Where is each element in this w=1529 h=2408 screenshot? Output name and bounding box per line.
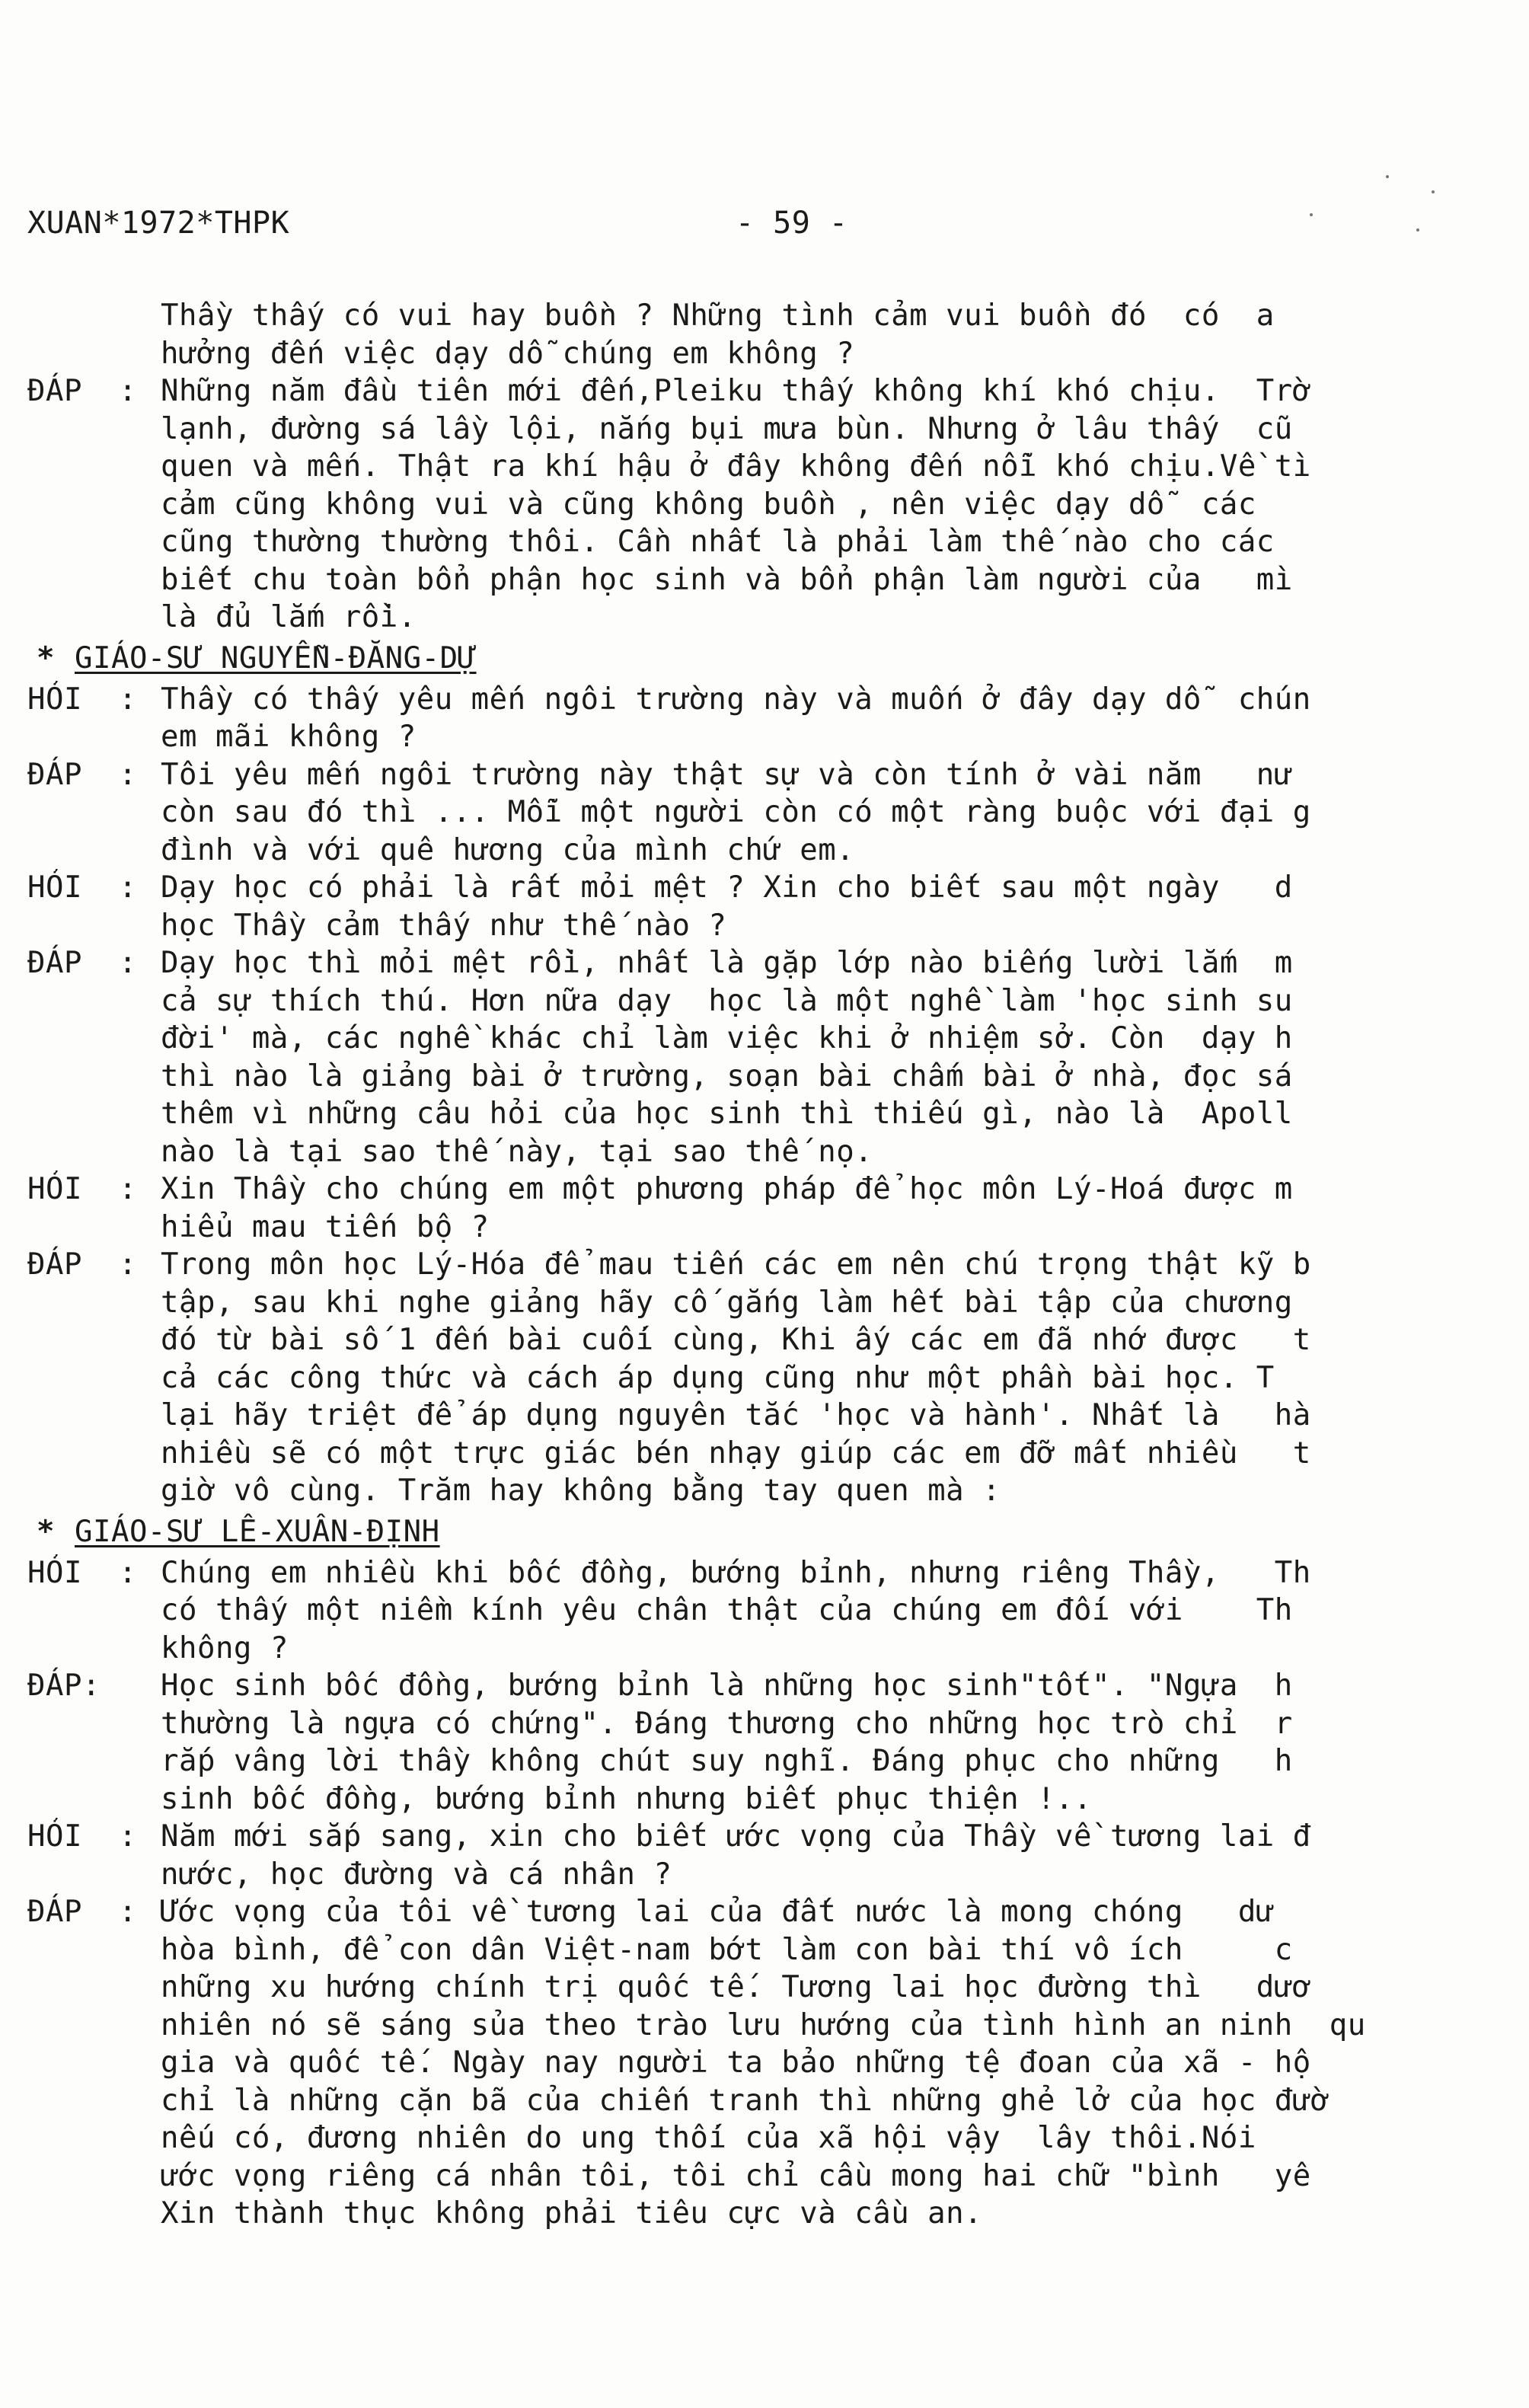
text-line — [27, 1058, 1505, 1096]
line-text: gia và quốc tế. Ngày nay người ta bảo những tệ đoan của xã - hộ — [161, 2046, 1311, 2080]
text-line — [27, 1667, 1505, 1705]
line-text: Trong môn học Lý-Hóa để mau tiến các em nên chú trọng thật kỹ b — [161, 1247, 1311, 1282]
line-text: sinh bốc đồng, bướng bỉnh nhưng biết phục thiện !.. — [161, 1781, 1092, 1816]
line-text: cả các công thức và cách áp dụng cũng như một phần bài học. T — [161, 1360, 1275, 1395]
text-line — [27, 1630, 1505, 1668]
line-text: lại hãy triệt để áp dụng nguyên tắc 'học và hành'. Nhất là hà — [161, 1398, 1311, 1432]
text-line — [27, 2007, 1505, 2045]
line-text: nào là tại sao thế này, tại sao thế nọ. — [161, 1134, 873, 1169]
line-text: Học sinh bốc đồng, bướng bỉnh là những học sinh"tốt". "Ngựa h — [161, 1669, 1293, 1703]
line-text: là đủ lắm rồi. — [161, 600, 417, 634]
speaker-label: ĐÁP : — [27, 946, 137, 980]
line-text: nếu có, đương nhiên do ung thối của xã hội vậy lây thôi.Nói — [161, 2121, 1256, 2155]
teacher-name: GIÁO-SƯ NGUYỄN-ĐĂNG-DỰ — [75, 640, 477, 675]
line-text: nước, học đường và cá nhân ? — [161, 1857, 672, 1892]
text-line — [27, 1435, 1505, 1473]
text-line — [27, 1246, 1505, 1284]
line-text: ước vọng riêng cá nhân tôi, tôi chỉ cầu mong hai chữ "bình yê — [161, 2158, 1311, 2193]
line-text: nhiên nó sẽ sáng sủa theo trào lưu hướng của tình hình an ninh qu — [161, 2007, 1366, 2042]
interview-body — [27, 297, 1505, 2233]
text-line — [27, 681, 1505, 719]
line-text: Dạy học thì mỏi mệt rồi, nhất là gặp lớp nào biếng lười lắm m — [161, 946, 1293, 980]
text-line — [27, 718, 1505, 756]
page-header — [27, 206, 1474, 244]
line-text: Thầy có thấy yêu mến ngôi trường này và muốn ở đây dạy dỗ chún — [161, 682, 1311, 717]
line-text: hưởng đến việc dạy dỗ chúng em không ? — [161, 336, 855, 371]
teacher-name: GIÁO-SƯ LÊ-XUÂN-ĐỊNH — [75, 1514, 440, 1549]
line-text: đó từ bài số 1 đến bài cuối cùng, Khi ấy các em đã nhớ được t — [161, 1323, 1311, 1357]
line-text: Thầy thấy có vui hay buồn ? Những tình cảm vui buồn đó có a — [161, 299, 1275, 333]
line-text: cũng thường thường thôi. Cần nhất là phải làm thế nào cho các — [161, 525, 1275, 559]
text-line — [27, 599, 1505, 637]
line-text: nhiều sẽ có một trực giác bén nhạy giúp các em đỡ mất nhiều t — [161, 1436, 1311, 1471]
text-line — [27, 2157, 1505, 2196]
scan-speck — [1310, 213, 1313, 216]
speaker-label: HỎI : — [27, 682, 137, 717]
text-line — [27, 523, 1505, 561]
line-text: tập, sau khi nghe giảng hãy cố gắng làm hết bài tập của chương — [161, 1285, 1293, 1320]
text-line — [27, 1969, 1505, 2007]
speaker-label: HỎI : — [27, 1172, 137, 1206]
text-line — [27, 1592, 1505, 1630]
text-line — [27, 486, 1505, 524]
line-text: Chúng em nhiều khi bốc đồng, bướng bỉnh, nhưng riêng Thầy, Th — [161, 1555, 1311, 1590]
scan-speck — [1432, 190, 1435, 193]
text-line — [27, 1705, 1505, 1743]
line-text: học Thầy cảm thấy như thế nào ? — [161, 908, 727, 943]
text-line — [27, 372, 1505, 410]
line-text: cả sự thích thú. Hơn nữa dạy học là một nghề làm 'học sinh su — [161, 983, 1293, 1018]
line-text: chỉ là những cặn bã của chiến tranh thì những ghẻ lở của học đườ — [161, 2083, 1329, 2118]
speaker-label: ĐÁP : — [27, 1895, 137, 1929]
text-line — [27, 561, 1505, 599]
text-line — [27, 907, 1505, 945]
line-text: không ? — [161, 1630, 289, 1665]
line-text: có thấy một niềm kính yêu chân thật của chúng em đối với Th — [161, 1593, 1293, 1627]
line-text: Ước vọng của tôi về tương lai của đất nước là mong chóng dư — [161, 1895, 1275, 1929]
text-line — [27, 1095, 1505, 1133]
line-text: còn sau đó thì ... Mỗi một người còn có một ràng buộc với đại g — [161, 795, 1311, 829]
speaker-label: ĐÁP: — [27, 1669, 101, 1703]
text-line — [27, 2195, 1505, 2233]
line-text: những xu hướng chính trị quốc tế. Tương lai học đường thì dươ — [161, 1970, 1311, 2004]
text-line — [27, 832, 1505, 870]
page-number: - 59 - — [736, 206, 848, 241]
text-line — [27, 1133, 1505, 1171]
text-line — [27, 794, 1505, 832]
text-line — [27, 335, 1505, 373]
text-line — [27, 2119, 1505, 2157]
text-line — [27, 982, 1505, 1020]
text-line — [27, 1856, 1505, 1894]
line-text: em mãi không ? — [161, 720, 417, 754]
text-line — [27, 1209, 1505, 1247]
asterisk-icon: * — [37, 1514, 55, 1549]
line-text: Những năm đầu tiên mới đến,Pleiku thấy không khí khó chịu. Trờ — [161, 374, 1311, 408]
speaker-label: HỎI : — [27, 1819, 137, 1854]
text-line — [27, 1170, 1505, 1209]
text-line — [27, 756, 1505, 794]
text-line — [27, 1893, 1505, 1931]
text-line — [27, 448, 1505, 486]
line-text: hòa bình, để con dân Việt-nam bớt làm con bài thí vô ích c — [161, 1932, 1293, 1967]
text-line — [27, 1931, 1505, 1969]
text-line — [27, 410, 1505, 449]
asterisk-icon: * — [37, 640, 55, 675]
line-text: thường là ngựa có chứng". Đáng thương cho những học trò chỉ r — [161, 1706, 1293, 1741]
line-text: thêm vì những câu hỏi của học sinh thì thiếu gì, nào là Apoll — [161, 1097, 1293, 1131]
line-text: Năm mới sắp sang, xin cho biết ước vọng của Thầy về tương lai đ — [161, 1819, 1311, 1854]
text-line — [27, 869, 1505, 907]
scan-speck — [1416, 228, 1419, 232]
text-line — [27, 1020, 1505, 1058]
line-text: lạnh, đường sá lầy lội, nắng bụi mưa bùn. Nhưng ở lâu thấy cũ — [161, 411, 1293, 446]
text-line — [27, 1397, 1505, 1435]
text-line — [27, 1742, 1505, 1780]
line-text: biết chu toàn bổn phận học sinh và bổn phận làm người của mì — [161, 562, 1293, 597]
text-line — [27, 944, 1505, 982]
speaker-label: ĐÁP : — [27, 1247, 137, 1282]
text-line — [27, 1321, 1505, 1359]
text-line — [27, 1818, 1505, 1856]
text-line — [27, 1472, 1505, 1510]
speaker-label: HỎI : — [27, 1555, 137, 1590]
line-text: giờ vô cùng. Trăm hay không bằng tay quen mà : — [161, 1474, 1001, 1508]
line-text: Dạy học có phải là rất mỏi mệt ? Xin cho biết sau một ngày d — [161, 870, 1293, 905]
section-heading — [27, 1510, 1505, 1554]
line-text: quen và mến. Thật ra khí hậu ở đây không đến nỗi khó chịu.Về tì — [161, 449, 1311, 484]
line-text: hiểu mau tiến bộ ? — [161, 1209, 490, 1244]
text-line — [27, 2082, 1505, 2120]
line-text: đình và với quê hương của mình chứ em. — [161, 832, 855, 867]
text-line — [27, 2044, 1505, 2082]
speaker-label: HỎI : — [27, 870, 137, 905]
line-text: cảm cũng không vui và cũng không buồn , nên việc dạy dỗ các — [161, 487, 1256, 522]
line-text: đời' mà, các nghề khác chỉ làm việc khi ở nhiệm sở. Còn dạy h — [161, 1021, 1293, 1055]
line-text: Xin thành thục không phải tiêu cực và cầu an. — [161, 2196, 983, 2231]
line-text: rắp vâng lời thầy không chút suy nghĩ. Đáng phục cho những h — [161, 1744, 1293, 1778]
text-line — [27, 1284, 1505, 1322]
section-heading — [27, 637, 1505, 681]
line-text: thì nào là giảng bài ở trường, soạn bài chấm bài ở nhà, đọc sá — [161, 1059, 1293, 1094]
speaker-label: ĐÁP : — [27, 757, 137, 792]
text-line — [27, 1359, 1505, 1397]
text-line — [27, 1780, 1505, 1819]
text-line — [27, 297, 1505, 335]
line-text: Xin Thầy cho chúng em một phương pháp để học môn Lý-Hoá được m — [161, 1172, 1293, 1206]
publication-label: XUAN*1972*THPK — [27, 206, 290, 241]
text-line — [27, 1554, 1505, 1592]
speaker-label: ĐÁP : — [27, 374, 137, 408]
line-text: Tôi yêu mến ngôi trường này thật sự và còn tính ở vài năm nư — [161, 757, 1293, 792]
scan-speck — [1386, 175, 1389, 178]
